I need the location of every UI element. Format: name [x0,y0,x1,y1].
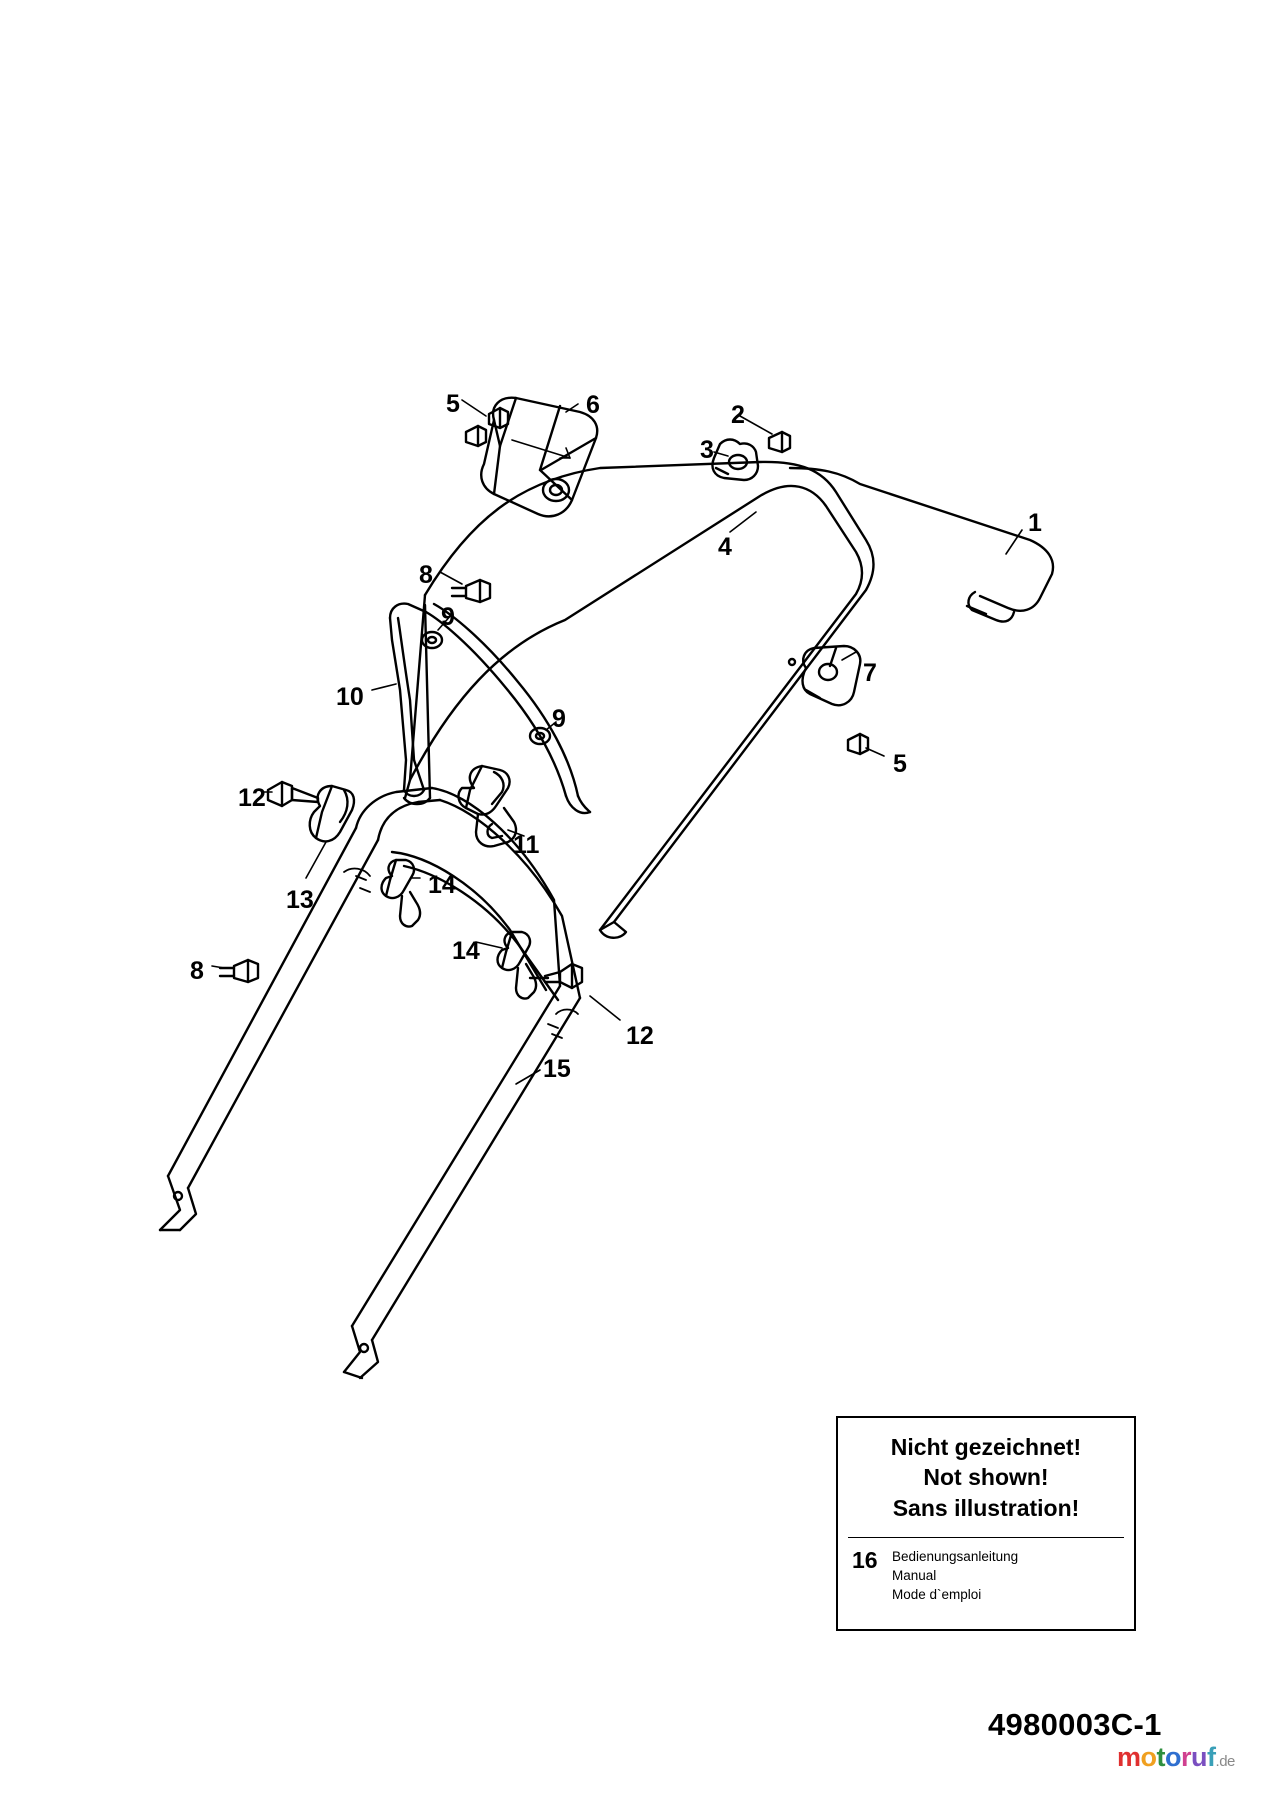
callout-5-right: 5 [893,750,907,778]
drawing-number: 4980003C-1 [988,1707,1162,1742]
legend-item-labels [892,1547,1018,1604]
legend-item-row [838,1538,1134,1604]
callout-8-top: 8 [419,561,433,589]
callout-9-left: 9 [441,603,455,631]
callout-11: 11 [513,831,540,859]
callout-12-left: 12 [238,784,266,812]
legend-item-label-de: Bedienungsanleitung [892,1549,1019,1565]
callout-14-upper: 14 [428,871,456,899]
callout-13: 13 [286,886,314,914]
legend-item-label-en: Manual [892,1568,937,1584]
watermark-logo: motoruf.de [1117,1742,1235,1772]
not-shown-line-fr: Sans illustration! [892,1494,1080,1521]
callout-8-lower: 8 [190,957,204,985]
not-shown-line-de: Nicht gezeichnet! [890,1434,1082,1460]
callout-3: 3 [700,436,714,464]
callout-1: 1 [1028,509,1042,537]
callout-6: 6 [586,391,600,419]
not-shown-title [838,1418,1134,1523]
callout-15: 15 [543,1055,571,1083]
callout-4: 4 [718,533,732,561]
callout-7: 7 [863,659,877,687]
legend-item-number: 16 [852,1547,878,1574]
not-shown-legend-box [836,1416,1136,1631]
callout-2: 2 [731,401,745,429]
callout-9-mid: 9 [552,705,566,733]
callout-12-right: 12 [626,1022,654,1050]
not-shown-line-en: Not shown! [923,1464,1049,1491]
callout-5-top: 5 [446,390,460,418]
callout-14-lower: 14 [452,937,480,965]
callout-10: 10 [336,683,364,711]
legend-item-label-fr: Mode d`emploi [892,1587,982,1603]
